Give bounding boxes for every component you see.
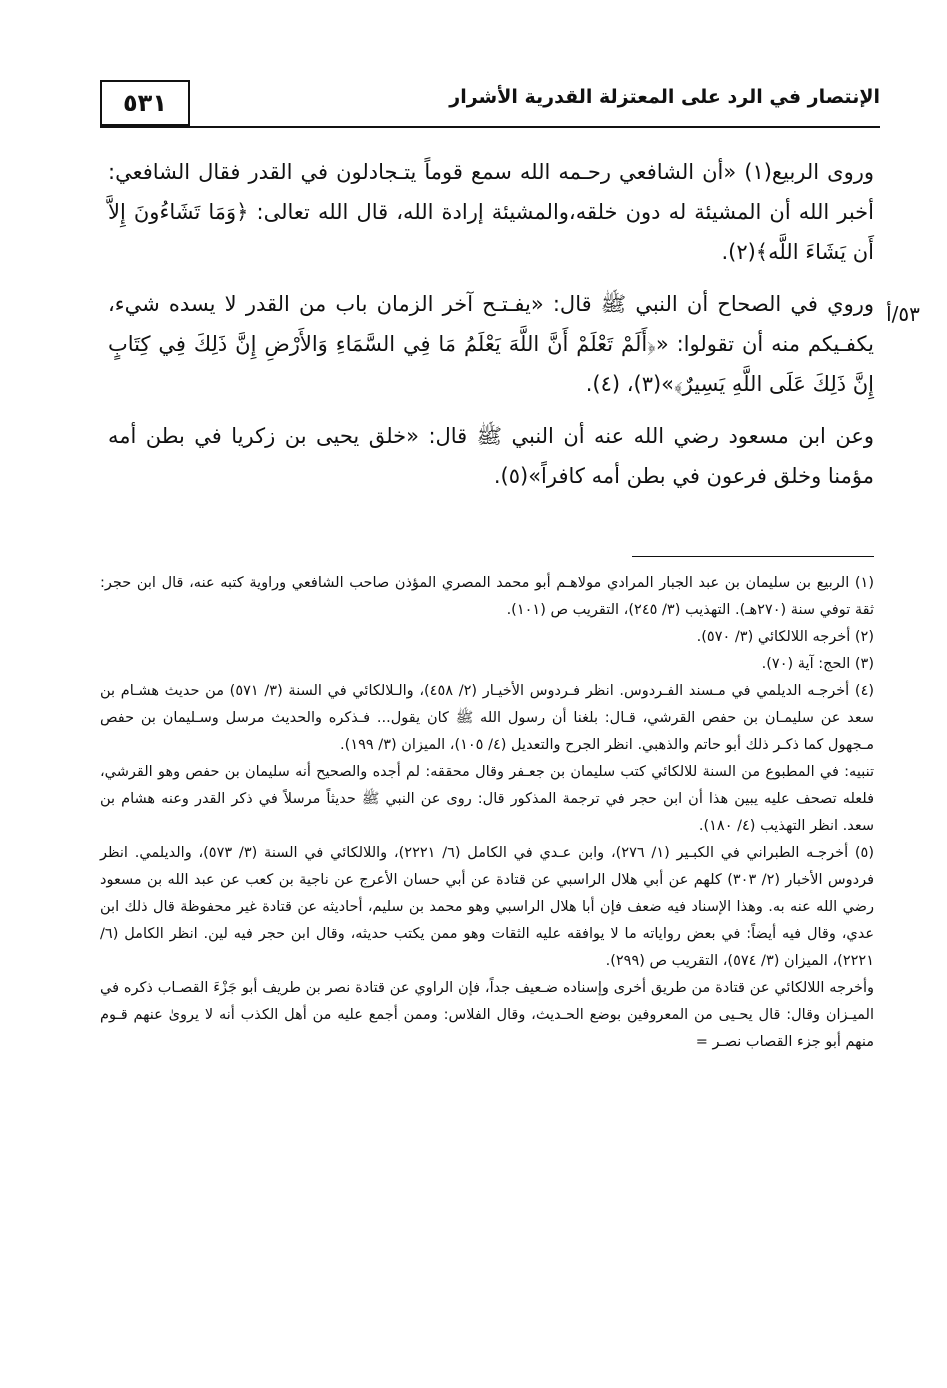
footnote-separator	[632, 556, 874, 557]
footnote-2: (٢) أخرجه اللالكائي (٣/ ٥٧٠).	[696, 629, 874, 645]
footnote-1: (١) الربيع بن سليمان بن عبد الجبار المرادي مولاهـم أبو محمد المصري المؤذن صاحب الشافعي وراوية كتبه عنه، قال ابن حجر: ثقة توفي سنة (٢٧٠هـ). التهذيب (٣/ ٢٤٥)، التقريب ص (١٠١).	[100, 575, 874, 618]
running-title: الإنتصار في الرد على المعتزلة القدرية الأشرار	[449, 86, 880, 108]
footnote-3: (٣) الحج: آية (٧٠).	[761, 656, 874, 672]
main-text	[108, 152, 874, 508]
paragraph-rabi: وروى الربيع(١) «أن الشافعي رحـمه الله سمع قوماً يتـجادلون في القدر فقال الشافعي: أخبر الله أن المشيئة له دون خلقه،والمشيئة إرادة الله، قال الله تعالى: ﴿وَمَا تَشَاءُونَ إِلاَّ أَن يَشَاءَ اللَّه﴾(٢).	[108, 160, 874, 264]
paragraph-sahah: وروي في الصحاح أن النبي ﷺ قال: «يفـتـح آخر الزمان باب من القدر لا يسده شيء، يكفـيكم منه أن تقولوا: «﴿أَلَمْ تَعْلَمْ أَنَّ اللَّهَ يَعْلَمُ مَا فِي السَّمَاءِ وَالأَرْضِ إِنَّ ذَلِكَ فِي كِتَابٍ إِنَّ ذَلِكَ عَلَى اللَّهِ يَسِيرٌ﴾»(٣)، (٤).	[108, 292, 874, 396]
paragraph-ibn-masud: وعن ابن مسعود رضي الله عنه أن النبي ﷺ قال: «خلق يحيى بن زكريا في بطن أمه مؤمنا وخلق فرعون في بطن أمه كافراً»(٥).	[108, 424, 874, 488]
footnote-4: (٤) أخرجـه الديلمي في مـسند الفـردوس. انظر فـردوس الأخيـار (٢/ ٤٥٨)، والـلالكائي في السنة (٣/ ٥٧١) من حديث هشـام بن سعد عن سليمـان بن حفص القرشي، قـال: بلغنا أن رسول الله ﷺ كان يقول... فـذكره والحديث مرسل وسـليمان بن حفص مـجهول كما ذكـر ذلك أبو حاتم والذهبي. انظر الجرح والتعديل (٤/ ١٠٥)، الميزان (٣/ ١٩٩).	[100, 683, 875, 753]
page-header	[100, 80, 880, 130]
footnotes	[100, 570, 874, 1056]
footnote-5: (٥) أخرجـه الطبراني في الكبـير (١/ ٢٧٦)، وابن عـدي في الكامل (٦/ ٢٢٢١)، واللالكائي في السنة (٣/ ٥٧٣)، والديلمي. انظر فردوس الأخبار (٢/ ٣٠٣) كلهم عن أبي هلال الراسبي عن قتادة عن أبي حسان الأعرج عن ناجية بن كعب عن عبد الله بن مسعود رضي الله عنه به. وهذا الإسناد فيه ضعف فإن أبا هلال الراسبي وهو محمد بن سليم، أحاديثه عن قتادة غير محفوظة قال ذلك ابن عدي، وقال فيه أيضاً: في بعض رواياته ما لا يوافقه عليه الثقات وهو ممن يكتب حديثه، وقال ابن حجر فيه لين. انظر الكامل (٦/ ٢٢٢١)، الميزان (٣/ ٥٧٤)، التقريب ص (٢٩٩).	[100, 845, 875, 969]
footnote-note: تنبيه: في المطبوع من السنة للالكائي كتب سليمان بن جعـفر وقال محققه: لم أجده والصحيح أنه سليمان بن حفص وهو القرشي، فلعله تصحف عليه يبين هذا أن ابن حجر في ترجمة المذكور قال: روى عن النبي ﷺ حديثاً مرسلاً في ذكر القدر وعنه هشام بن سعد. انظر التهذيب (٤/ ١٨٠).	[100, 764, 874, 834]
page-number: ٥٣١	[123, 89, 167, 117]
footnote-5-continued: وأخرجه اللالكائي عن قتادة من طريق أخرى وإسناده ضـعيف جداً، فإن الراوي عن قتادة نصر بن طريف أبو جَزْءَ القصـاب ذكره في الميـزان وقال: قال يحـيى من المعروفين بوضع الحـديث، وقال الفلاس: وممن أجمع عليه من أهل الكذب أنه لا يروىٰ عنهم قـوم منهم أبو جزء القصاب نصـر =	[100, 980, 874, 1050]
margin-folio-note: ٥٣/أ	[886, 302, 920, 326]
page-number-box	[100, 80, 190, 126]
header-rule	[100, 126, 880, 128]
